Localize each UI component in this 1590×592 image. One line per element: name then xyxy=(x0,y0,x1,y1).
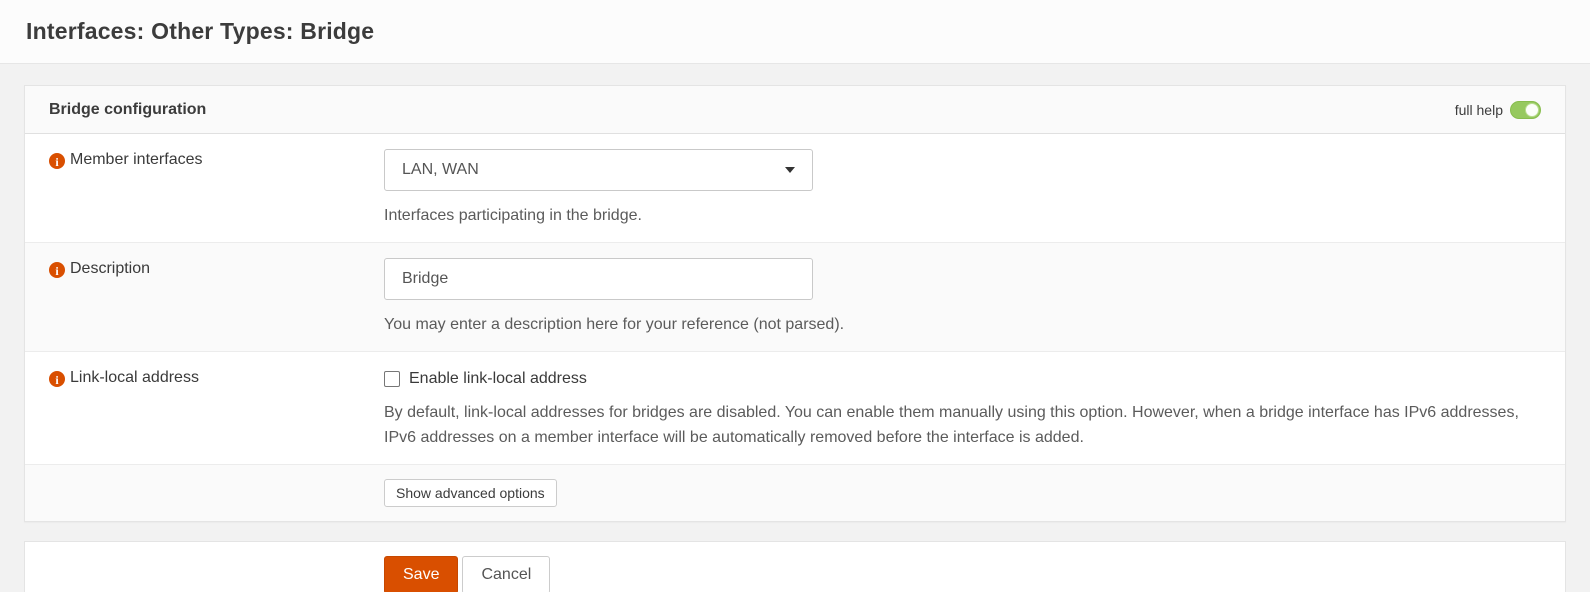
full-help-toggle[interactable] xyxy=(1510,101,1541,119)
link-local-label: Link-local address xyxy=(70,369,199,386)
cancel-button[interactable]: Cancel xyxy=(462,556,550,592)
advanced-label-cell xyxy=(25,465,384,521)
bridge-configuration-panel xyxy=(24,85,1566,522)
advanced-content xyxy=(384,465,1565,521)
member-interfaces-label: Member interfaces xyxy=(70,151,203,168)
panel-title: Bridge configuration xyxy=(49,100,207,118)
enable-link-local-row xyxy=(384,367,1541,388)
form-row-description xyxy=(25,242,1565,351)
description-content xyxy=(384,243,1565,351)
full-help-control xyxy=(1455,101,1541,119)
panel-header xyxy=(25,86,1565,134)
toggle-knob xyxy=(1525,103,1539,117)
member-interfaces-label-cell xyxy=(25,134,384,242)
member-interfaces-content xyxy=(384,134,1565,242)
enable-link-local-checkbox[interactable] xyxy=(384,371,400,387)
caret-down-icon xyxy=(785,167,795,173)
page-title: Interfaces: Other Types: Bridge xyxy=(26,18,375,44)
full-help-label: full help xyxy=(1454,101,1503,118)
member-interfaces-select[interactable] xyxy=(384,149,813,191)
info-icon[interactable] xyxy=(49,371,65,387)
member-interfaces-select-value: LAN, WAN xyxy=(402,161,479,178)
description-help: You may enter a description here for your reference (not parsed). xyxy=(384,316,845,333)
form-row-link-local xyxy=(25,351,1565,464)
action-panel xyxy=(24,541,1566,592)
description-label-cell xyxy=(25,243,384,351)
member-interfaces-help: Interfaces participating in the bridge. xyxy=(384,207,642,224)
form-row-member-interfaces xyxy=(25,134,1565,242)
enable-link-local-label: Enable link-local address xyxy=(409,370,587,387)
info-icon[interactable] xyxy=(49,262,65,278)
link-local-help: By default, link-local addresses for bridges are disabled. You can enable them manually using this option. However, when a bridge interface has IPv6 addresses, IPv6 addresses on a member interface will be automatically removed before the interface is added. xyxy=(384,404,1519,446)
link-local-label-cell xyxy=(25,352,384,464)
show-advanced-options-button[interactable]: Show advanced options xyxy=(384,479,557,507)
link-local-content xyxy=(384,352,1565,464)
save-button[interactable]: Save xyxy=(384,556,458,592)
page-header xyxy=(0,0,1590,64)
info-icon[interactable] xyxy=(49,153,65,169)
description-label: Description xyxy=(70,260,151,277)
description-input[interactable] xyxy=(384,258,813,300)
form-row-advanced xyxy=(25,464,1565,521)
